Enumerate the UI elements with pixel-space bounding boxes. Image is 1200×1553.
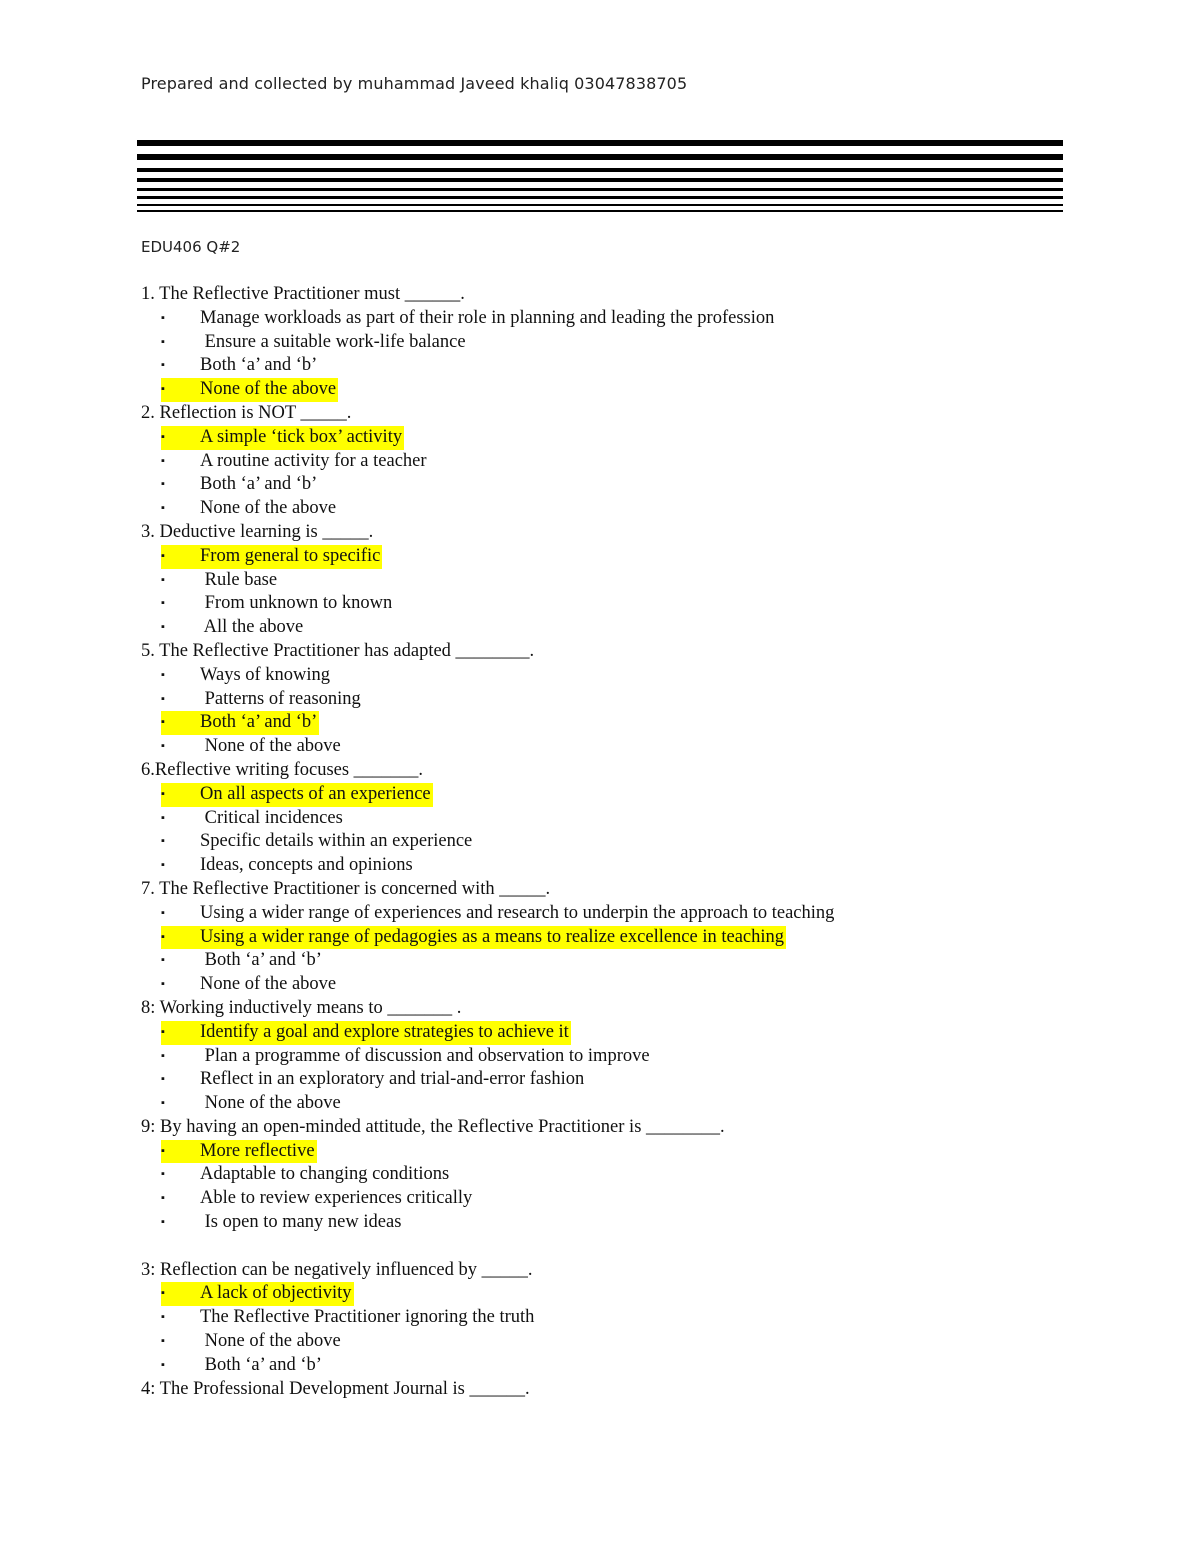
option-box — [161, 735, 343, 759]
option-text: Using a wider range of pedagogies as a means to realize excellence in teaching — [200, 926, 785, 947]
option-box — [161, 307, 776, 331]
square-bullet-icon: ▪ — [161, 478, 165, 491]
option-text: Both ‘a’ and ‘b’ — [200, 474, 318, 495]
option-text: From general to specific — [200, 545, 381, 566]
decorative-rules — [137, 140, 1063, 212]
square-bullet-icon: ▪ — [161, 1144, 165, 1157]
option-text: None of the above — [200, 1093, 341, 1114]
option-text: The Reflective Practitioner ignoring the truth — [200, 1307, 535, 1328]
answer-option — [141, 616, 1101, 640]
square-bullet-icon: ▪ — [161, 1168, 165, 1181]
square-bullet-icon: ▪ — [161, 383, 165, 396]
question-text: 6.Reflective writing focuses _______. — [141, 759, 424, 780]
option-box — [161, 1140, 317, 1164]
answer-option — [141, 450, 1101, 474]
square-bullet-icon: ▪ — [161, 978, 165, 991]
option-box — [161, 1187, 474, 1211]
square-bullet-icon: ▪ — [161, 454, 165, 467]
rule-line — [137, 210, 1063, 212]
answer-option — [141, 807, 1101, 831]
square-bullet-icon: ▪ — [161, 573, 165, 586]
option-box — [161, 450, 429, 474]
answer-option-highlighted — [141, 426, 1101, 450]
square-bullet-icon: ▪ — [161, 1216, 165, 1229]
option-text: Ideas, concepts and opinions — [200, 855, 413, 876]
rule-line — [137, 204, 1063, 206]
option-box — [161, 854, 415, 878]
square-bullet-icon: ▪ — [161, 621, 165, 634]
answer-option — [141, 331, 1101, 355]
square-bullet-icon: ▪ — [161, 835, 165, 848]
answer-option — [141, 854, 1101, 878]
option-box — [161, 1045, 652, 1069]
question-text: 3. Deductive learning is _____. — [141, 521, 374, 542]
option-text: Both ‘a’ and ‘b’ — [200, 950, 322, 971]
answer-option — [141, 1306, 1101, 1330]
answer-option — [141, 664, 1101, 688]
answer-option — [141, 1045, 1101, 1069]
square-bullet-icon: ▪ — [161, 668, 165, 681]
option-box — [161, 592, 394, 616]
answer-option — [141, 1354, 1101, 1378]
option-text: A lack of objectivity — [200, 1283, 352, 1304]
square-bullet-icon: ▪ — [161, 549, 165, 562]
option-box — [161, 1092, 343, 1116]
option-text: Able to review experiences critically — [200, 1188, 473, 1209]
square-bullet-icon: ▪ — [161, 597, 165, 610]
option-text: Ensure a suitable work-life balance — [200, 331, 466, 352]
answer-option — [141, 1211, 1101, 1235]
rule-line — [137, 154, 1063, 160]
option-box — [161, 830, 474, 854]
option-text: Adaptable to changing conditions — [200, 1164, 450, 1185]
option-text: Using a wider range of experiences and research to underpin the approach to teaching — [200, 902, 835, 923]
square-bullet-icon: ▪ — [161, 1192, 165, 1205]
option-box — [161, 1354, 324, 1378]
question-text: 4: The Professional Development Journal is ______. — [141, 1378, 530, 1399]
option-text: A simple ‘tick box’ activity — [200, 426, 403, 447]
answer-option — [141, 949, 1101, 973]
option-box — [161, 1068, 586, 1092]
option-text: All the above — [200, 617, 304, 638]
square-bullet-icon: ▪ — [161, 1097, 165, 1110]
question-list — [141, 283, 1101, 1401]
square-bullet-icon: ▪ — [161, 740, 165, 753]
answer-option — [141, 1068, 1101, 1092]
option-box — [161, 473, 319, 497]
answer-option-highlighted — [141, 926, 1101, 950]
square-bullet-icon: ▪ — [161, 1358, 165, 1371]
option-text: Plan a programme of discussion and observation to improve — [200, 1045, 650, 1066]
option-text: Both ‘a’ and ‘b’ — [200, 1354, 322, 1375]
option-text: Is open to many new ideas — [200, 1212, 402, 1233]
rule-line — [137, 178, 1063, 182]
answer-option — [141, 592, 1101, 616]
answer-option — [141, 1092, 1101, 1116]
option-box — [161, 1021, 571, 1045]
square-bullet-icon: ▪ — [161, 716, 165, 729]
answer-option — [141, 497, 1101, 521]
option-box — [161, 497, 338, 521]
option-box — [161, 354, 319, 378]
square-bullet-icon: ▪ — [161, 1335, 165, 1348]
option-text: None of the above — [200, 974, 337, 995]
square-bullet-icon: ▪ — [161, 787, 165, 800]
answer-option — [141, 973, 1101, 997]
answer-option — [141, 902, 1101, 926]
option-box — [161, 926, 786, 950]
option-text: Manage workloads as part of their role in planning and leading the profession — [200, 307, 775, 328]
option-box — [161, 783, 433, 807]
option-box — [161, 973, 338, 997]
option-box — [161, 331, 468, 355]
question-text: 7. The Reflective Practitioner is concerned with _____. — [141, 878, 551, 899]
option-text: Critical incidences — [200, 807, 343, 828]
question-text: 3: Reflection can be negatively influenced by _____. — [141, 1259, 533, 1280]
answer-option-highlighted — [141, 1282, 1101, 1306]
answer-option — [141, 569, 1101, 593]
course-title: EDU406 Q#2 — [141, 238, 241, 256]
answer-option — [141, 307, 1101, 331]
square-bullet-icon: ▪ — [161, 1049, 165, 1062]
page-header: Prepared and collected by muhammad Javeed khaliq 03047838705 — [141, 74, 688, 93]
answer-option-highlighted — [141, 783, 1101, 807]
square-bullet-icon: ▪ — [161, 1025, 165, 1038]
rule-line — [137, 196, 1063, 199]
question-text: 8: Working inductively means to _______ . — [141, 997, 462, 1018]
answer-option — [141, 1187, 1101, 1211]
option-box — [161, 616, 305, 640]
rule-line — [137, 188, 1063, 191]
option-box — [161, 807, 345, 831]
answer-option — [141, 1163, 1101, 1187]
blank-line — [141, 1235, 1101, 1259]
option-text: Ways of knowing — [200, 664, 331, 685]
option-box — [161, 545, 382, 569]
option-box — [161, 664, 332, 688]
square-bullet-icon: ▪ — [161, 692, 165, 705]
answer-option-highlighted — [141, 545, 1101, 569]
rule-line — [137, 140, 1063, 146]
square-bullet-icon: ▪ — [161, 811, 165, 824]
answer-option — [141, 473, 1101, 497]
option-text: From unknown to known — [200, 593, 393, 614]
answer-option-highlighted — [141, 1140, 1101, 1164]
option-text: Both ‘a’ and ‘b’ — [200, 712, 318, 733]
option-box — [161, 902, 836, 926]
square-bullet-icon: ▪ — [161, 430, 165, 443]
option-text: None of the above — [200, 736, 341, 757]
answer-option — [141, 1330, 1101, 1354]
option-text: None of the above — [200, 1331, 341, 1352]
square-bullet-icon: ▪ — [161, 502, 165, 515]
answer-option-highlighted — [141, 1021, 1101, 1045]
option-box — [161, 1330, 343, 1354]
option-box — [161, 426, 404, 450]
option-box — [161, 1211, 403, 1235]
question-text: 1. The Reflective Practitioner must ______. — [141, 284, 465, 304]
square-bullet-icon: ▪ — [161, 954, 165, 967]
option-box — [161, 711, 319, 735]
option-text: More reflective — [200, 1140, 315, 1161]
square-bullet-icon: ▪ — [161, 859, 165, 872]
option-box — [161, 1282, 354, 1306]
option-box — [161, 949, 324, 973]
option-box — [161, 569, 279, 593]
option-text: Patterns of reasoning — [200, 688, 361, 709]
option-text: Both ‘a’ and ‘b’ — [200, 355, 318, 376]
option-text: None of the above — [200, 379, 337, 400]
option-box — [161, 1163, 451, 1187]
answer-option — [141, 354, 1101, 378]
square-bullet-icon: ▪ — [161, 1311, 165, 1324]
question-text: 5. The Reflective Practitioner has adapted ________. — [141, 640, 535, 661]
option-text: Rule base — [200, 569, 278, 590]
option-text: Identify a goal and explore strategies to achieve it — [200, 1021, 569, 1042]
answer-option-highlighted — [141, 711, 1101, 735]
square-bullet-icon: ▪ — [161, 359, 165, 372]
answer-option — [141, 830, 1101, 854]
square-bullet-icon: ▪ — [161, 1287, 165, 1300]
option-box — [161, 378, 338, 402]
option-text: Reflect in an exploratory and trial-and-error fashion — [200, 1069, 585, 1090]
rule-line — [137, 168, 1063, 172]
question-text: 9: By having an open-minded attitude, the Reflective Practitioner is ________. — [141, 1116, 725, 1137]
square-bullet-icon: ▪ — [161, 930, 165, 943]
answer-option — [141, 688, 1101, 712]
square-bullet-icon: ▪ — [161, 1073, 165, 1086]
option-text: A routine activity for a teacher — [200, 450, 427, 471]
square-bullet-icon: ▪ — [161, 311, 165, 324]
option-box — [161, 1306, 536, 1330]
square-bullet-icon: ▪ — [161, 906, 165, 919]
answer-option-highlighted — [141, 378, 1101, 402]
question-text: 2. Reflection is NOT _____. — [141, 402, 352, 423]
answer-option — [141, 735, 1101, 759]
option-box — [161, 688, 363, 712]
option-text: On all aspects of an experience — [200, 783, 431, 804]
option-text: Specific details within an experience — [200, 831, 473, 852]
square-bullet-icon: ▪ — [161, 335, 165, 348]
option-text: None of the above — [200, 498, 337, 519]
